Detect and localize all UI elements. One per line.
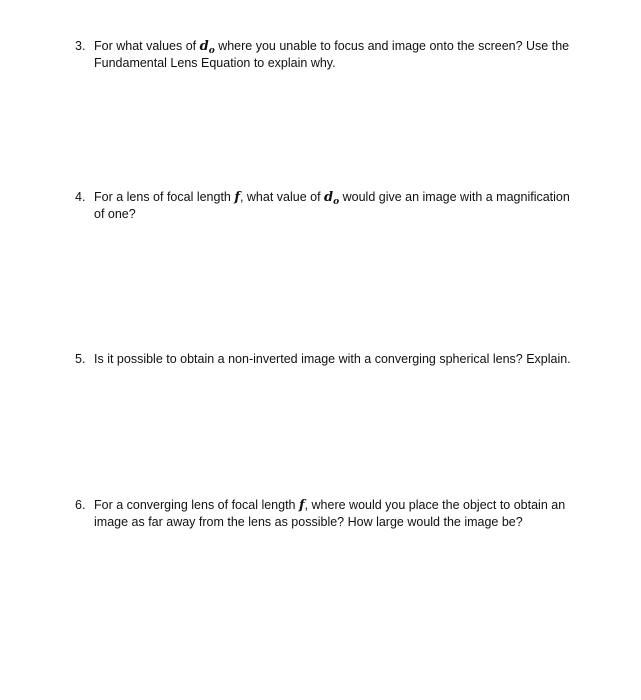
question-text: For what values of $d_o$ where you unable to focus and image onto the screen? Use the Fundamental Lens Equation to explain why. bbox=[94, 39, 570, 70]
variable-f: f bbox=[298, 498, 305, 513]
question-text: Is it possible to obtain a non-inverted image with a converging spherical lens? Explain. bbox=[94, 352, 571, 366]
question-text: For a converging lens of focal length f, where would you place the object to obtain an image as far away from the lens as possible? How large would the image be? bbox=[94, 498, 566, 529]
question-number: 4. bbox=[75, 190, 86, 204]
question-text: For a lens of focal length f, what value of $d_o$ would give an image with a magnification of one? bbox=[94, 190, 570, 221]
variable-d-o: $d_o$ bbox=[324, 190, 340, 207]
question-3 bbox=[75, 38, 575, 72]
variable-f: f bbox=[234, 190, 240, 205]
question-5 bbox=[75, 351, 575, 368]
variable-d-o: $d_o$ bbox=[199, 39, 215, 56]
question-number: 3. bbox=[75, 39, 86, 53]
question-6 bbox=[75, 497, 575, 531]
question-number: 6. bbox=[75, 498, 86, 512]
question-4 bbox=[75, 189, 575, 223]
question-number: 5. bbox=[75, 352, 86, 366]
